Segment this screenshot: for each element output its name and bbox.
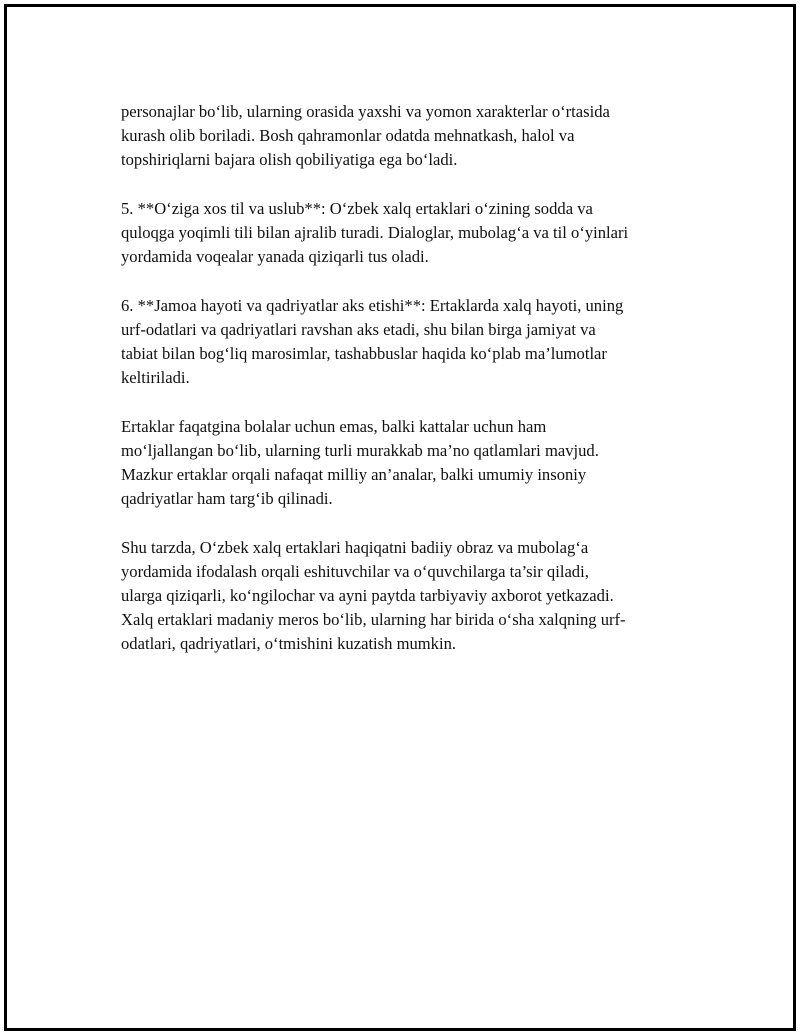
text-line: yordamida voqealar yanada qiziqarli tus oladi. (121, 247, 429, 267)
text-line: Xalq ertaklari madaniy meros bo‘lib, ularning har birida o‘sha xalqning urf- (121, 610, 626, 630)
text-line: personajlar bo‘lib, ularning orasida yaxshi va yomon xarakterlar o‘rtasida (121, 102, 610, 121)
text-line: kurash olib boriladi. Bosh qahramonlar odatda mehnatkash, halol va (121, 126, 575, 146)
text-line: Mazkur ertaklar orqali nafaqat milliy an’analar, balki umumiy insoniy (121, 465, 587, 484)
paragraph-language-style (121, 197, 691, 270)
text-line: yordamida ifodalash orqali eshituvchilar va o‘quvchilarga ta’sir qiladi, (121, 561, 589, 581)
text-line: 6. **Jamoa hayoti va qadriyatlar aks etishi**: Ertaklarda xalq hayoti, uning (121, 295, 624, 315)
text-line: Ertaklar faqatgina bolalar uchun emas, balki kattalar uchun ham (121, 416, 547, 436)
paragraph-community-values (121, 294, 691, 391)
text-line: urf-odatlari va qadriyatlari ravshan aks etadi, shu bilan birga jamiyat va (121, 319, 596, 339)
paragraph-audience (121, 415, 691, 512)
document-page (4, 4, 796, 1031)
text-line: topshiriqlarni bajara olish qobiliyatiga ega bo‘ladi. (121, 150, 458, 170)
text-line: qadriyatlar ham targ‘ib qilinadi. (121, 489, 333, 509)
text-line: keltiriladi. (121, 368, 190, 388)
paragraph-conclusion (121, 536, 691, 657)
text-line: 5. **O‘ziga xos til va uslub**: O‘zbek xalq ertaklari o‘zining sodda va (121, 198, 593, 218)
text-line: ularga qiziqarli, ko‘ngilochar va ayni paytda tarbiyaviy axborot yetkazadi. (121, 586, 614, 605)
text-line: mo‘ljallangan bo‘lib, ularning turli murakkab ma’no qatlamlari mavjud. (121, 440, 599, 460)
text-line: Shu tarzda, O‘zbek xalq ertaklari haqiqatni badiiy obraz va mubolag‘a (121, 537, 589, 557)
document-body (121, 100, 691, 681)
text-line: quloqga yoqimli tili bilan ajralib turadi. Dialoglar, mubolag‘a va til o‘yinlari (121, 223, 629, 242)
paragraph-characters (121, 100, 691, 173)
text-line: tabiat bilan bog‘liq marosimlar, tashabbuslar haqida ko‘plab ma’lumotlar (121, 344, 607, 363)
text-line: odatlari, qadriyatlari, o‘tmishini kuzatish mumkin. (121, 634, 457, 654)
